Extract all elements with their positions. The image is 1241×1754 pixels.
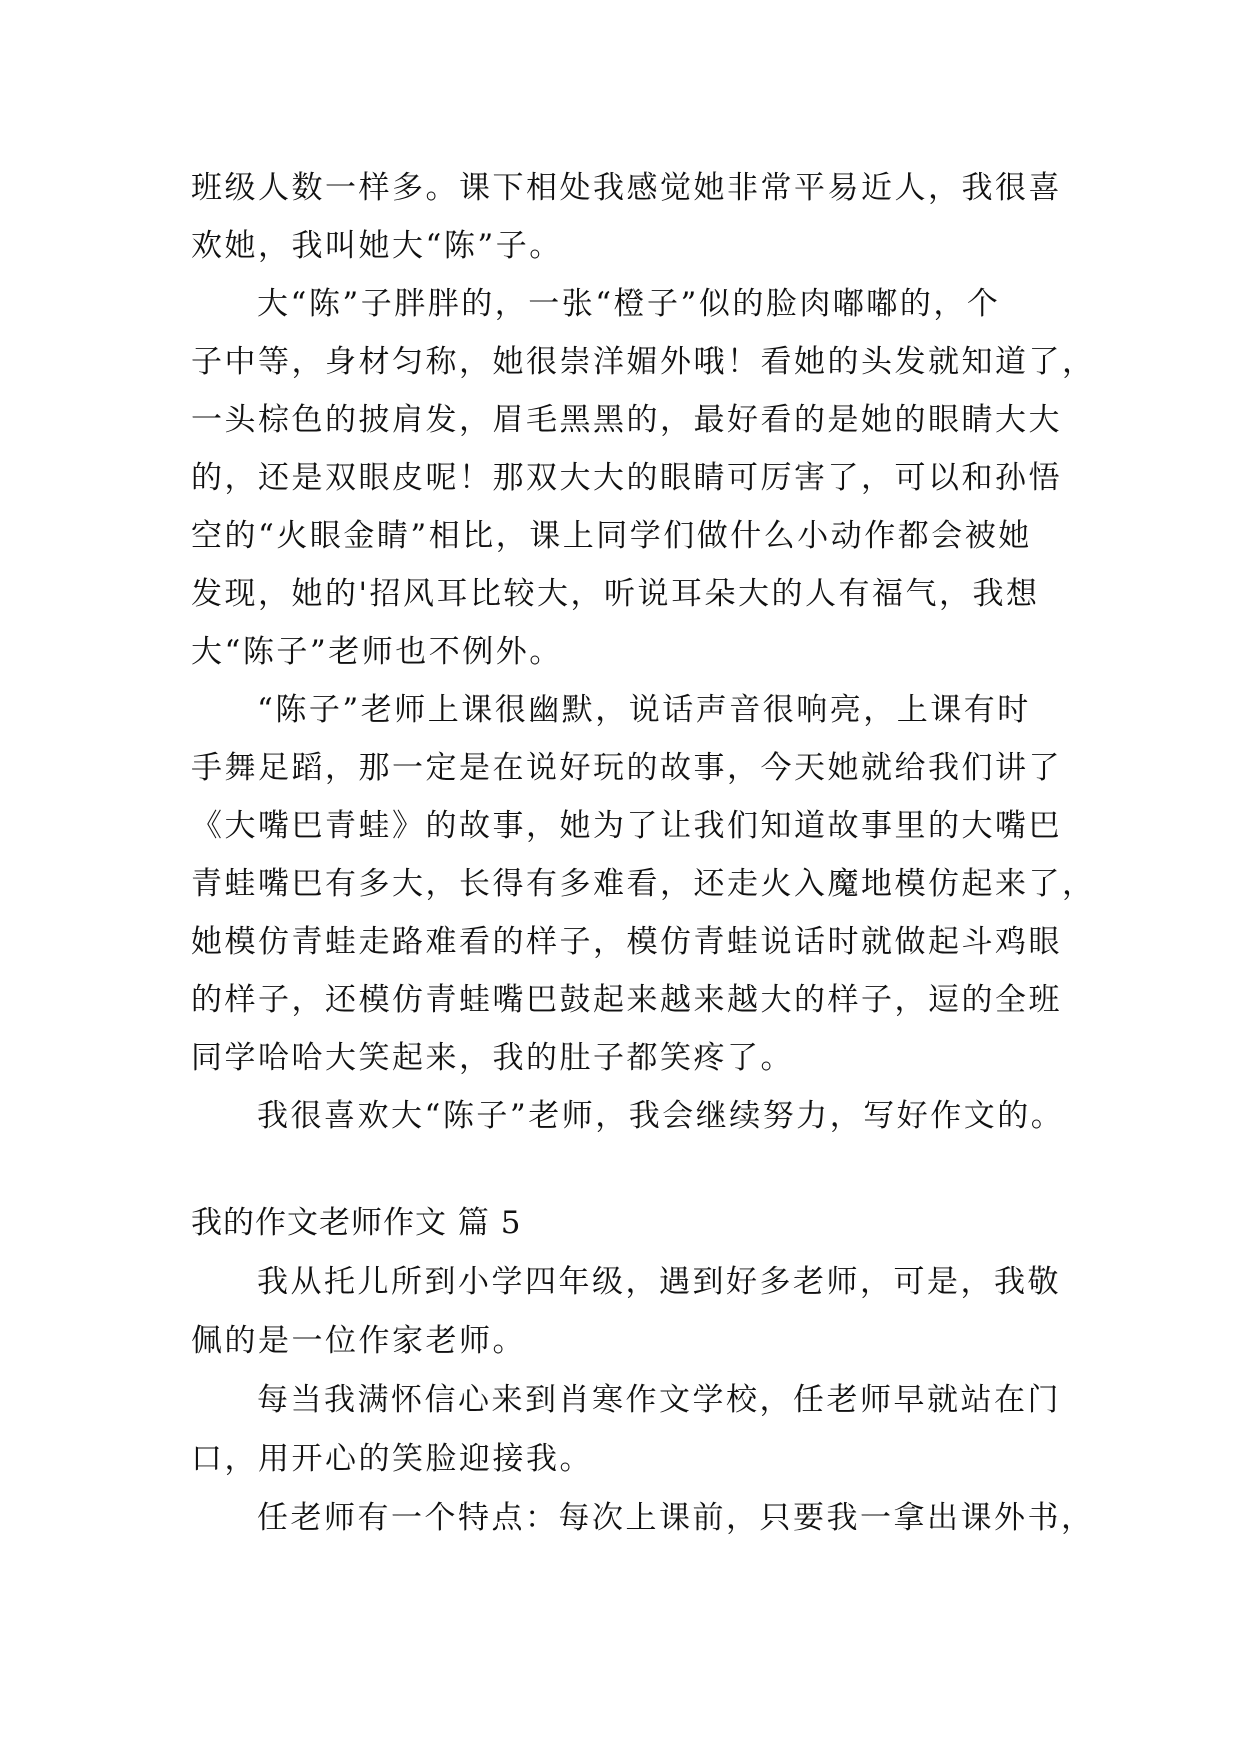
paragraph-line: 佩的是一位作家老师。 <box>191 1323 526 1359</box>
paragraph-line: 的，还是双眼皮呢！那双大大的眼睛可厉害了，可以和孙悟 <box>191 460 1062 496</box>
paragraph-line: 一头棕色的披肩发，眉毛黑黑的，最好看的是她的眼睛大大 <box>191 402 1062 438</box>
paragraph-line: 《大嘴巴青蛙》的故事，她为了让我们知道故事里的大嘴巴 <box>191 808 1062 844</box>
paragraph-line: 同学哈哈大笑起来，我的肚子都笑疼了。 <box>191 1040 794 1076</box>
paragraph-line: 每当我满怀信心来到肖寒作文学校，任老师早就站在门 <box>257 1382 1061 1418</box>
paragraph-line: 我很喜欢大“陈子”老师，我会继续努力，写好作文的。 <box>257 1098 1065 1134</box>
paragraph-line: 任老师有一个特点：每次上课前，只要我一拿出课外书， <box>257 1500 1095 1536</box>
paragraph-line: 口，用开心的笑脸迎接我。 <box>191 1441 593 1477</box>
paragraph-line: 发现，她的'招风耳比较大，听说耳朵大的人有福气，我想 <box>191 576 1040 612</box>
paragraph-line: 班级人数一样多。课下相处我感觉她非常平易近人，我很喜 <box>191 170 1062 206</box>
paragraph-line: 我从托儿所到小学四年级，遇到好多老师，可是，我敬 <box>257 1264 1061 1300</box>
paragraph-line: 大“陈子”老师也不例外。 <box>191 634 563 670</box>
paragraph-line: 的样子，还模仿青蛙嘴巴鼓起来越来越大的样子，逗的全班 <box>191 982 1062 1018</box>
paragraph-line: 空的“火眼金睛”相比，课上同学们做什么小动作都会被她 <box>191 518 1032 554</box>
section-heading: 我的作文老师作文 篇 5 <box>191 1205 522 1241</box>
paragraph-line: 大“陈”子胖胖的，一张“橙子”似的脸肉嘟嘟的，个 <box>257 286 1001 322</box>
paragraph-line: “陈子”老师上课很幽默，说话声音很响亮，上课有时 <box>257 692 1031 728</box>
paragraph-line: 欢她，我叫她大“陈”子。 <box>191 228 563 264</box>
paragraph-line: 手舞足蹈，那一定是在说好玩的故事，今天她就给我们讲了 <box>191 750 1062 786</box>
paragraph-line: 她模仿青蛙走路难看的样子，模仿青蛙说话时就做起斗鸡眼 <box>191 924 1062 960</box>
paragraph-line: 青蛙嘴巴有多大，长得有多难看，还走火入魔地模仿起来了， <box>191 866 1096 902</box>
paragraph-line: 子中等，身材匀称，她很崇洋媚外哦！看她的头发就知道了， <box>191 344 1096 380</box>
